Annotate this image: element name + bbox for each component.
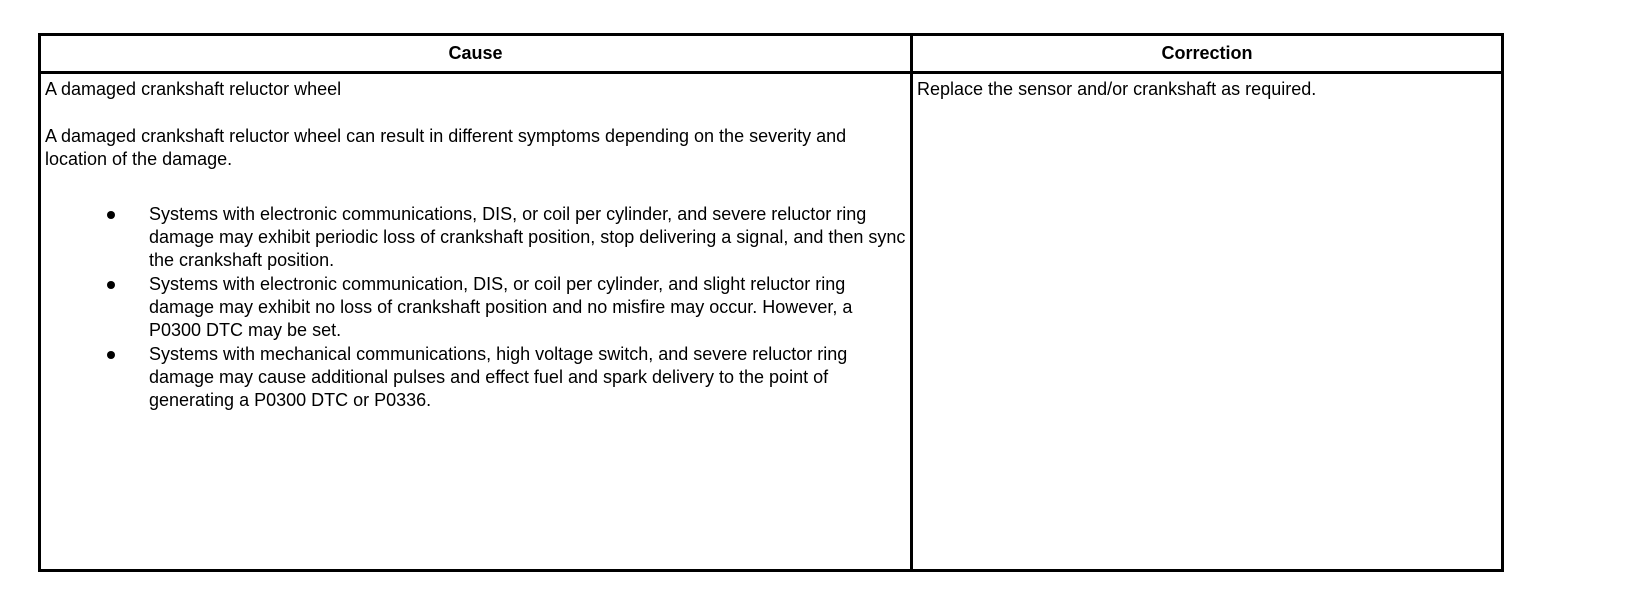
bullet-text: Systems with electronic communication, DIS, or coil per cylinder, and slight reluctor ring damage may exhibit no loss of crankshaft position and no misfire may occur. However, a P0300 DTC may be set. (149, 274, 853, 340)
cause-cell (40, 73, 912, 571)
header-cause: Cause (40, 35, 912, 73)
list-item (45, 203, 906, 272)
correction-text: Replace the sensor and/or crankshaft as required. (917, 79, 1317, 99)
correction-cell (912, 73, 1503, 571)
cause-correction-table (38, 33, 1504, 572)
cause-bullet-list (45, 203, 906, 412)
header-correction: Correction (912, 35, 1503, 73)
list-item (45, 273, 906, 342)
bullet-icon (107, 211, 115, 219)
cause-description: A damaged crankshaft reluctor wheel can result in different symptoms depending on the severity and location of the damage. (45, 126, 847, 169)
bullet-text: Systems with mechanical communications, high voltage switch, and severe reluctor ring damage may cause additional pulses and effect fuel and spark delivery to the point of generating a P0300 DTC or P0336. (149, 344, 848, 410)
bullet-icon (107, 281, 115, 289)
bullet-text: Systems with electronic communications, DIS, or coil per cylinder, and severe reluctor ring damage may exhibit periodic loss of crankshaft position, stop delivering a signal, and then sync the crankshaft position. (149, 204, 906, 270)
table-row (40, 73, 1503, 571)
cause-title: A damaged crankshaft reluctor wheel (45, 79, 342, 99)
list-item (45, 343, 906, 412)
bullet-icon (107, 351, 115, 359)
table-header-row (40, 35, 1503, 73)
